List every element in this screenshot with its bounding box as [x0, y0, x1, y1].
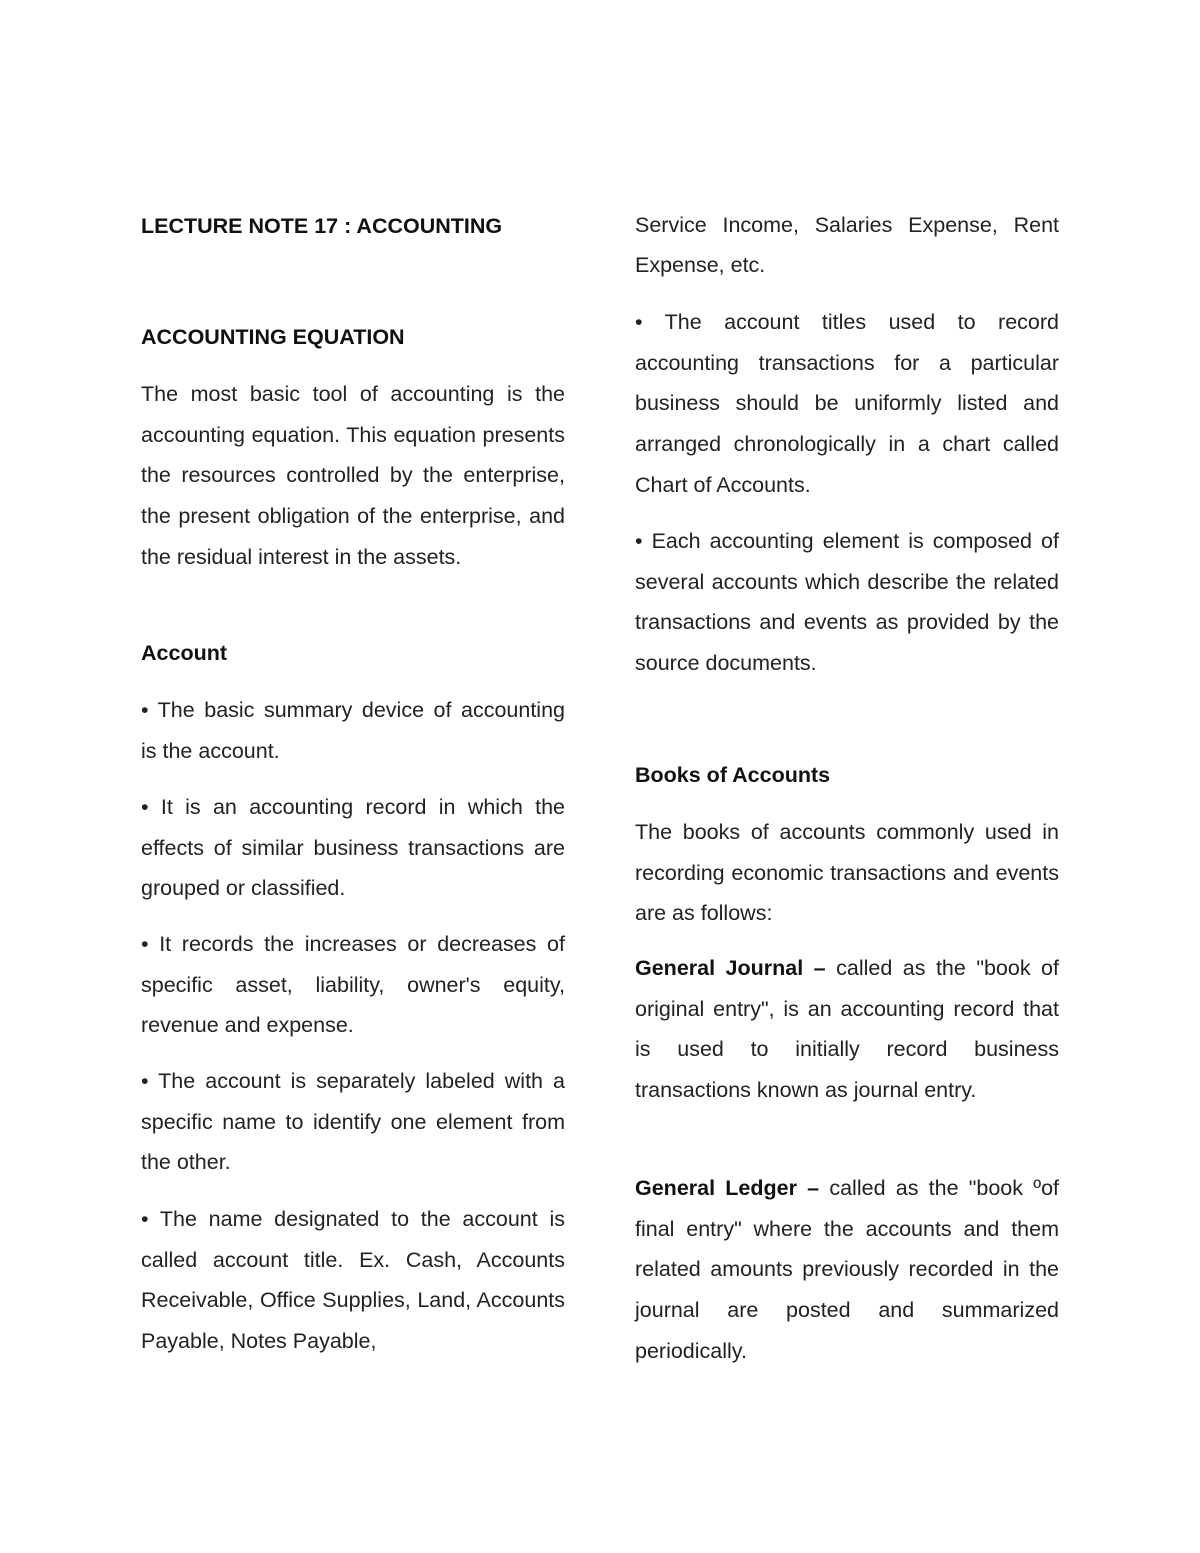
term-general-ledger: General Ledger – — [635, 1176, 820, 1200]
definition-general-ledger — [635, 1168, 1059, 1372]
paragraph-continuation: Service Income, Salaries Expense, Rent Expense, etc. — [635, 213, 1059, 277]
bullet-item: • Each accounting element is composed of several accounts which describe the related transactions and events as provided by the source documents. — [635, 529, 1059, 676]
definition-text: called as the "book of original entry", is an accounting record that is used to initially record business transactions known as journal entry. — [635, 956, 1059, 1103]
bullet-item: • The name designated to the account is called account title. Ex. Cash, Accounts Receivable, Office Supplies, Land, Accounts Payable, Notes Payable, — [141, 1207, 565, 1354]
definition-general-journal — [635, 948, 1059, 1111]
bullet-item: • The account titles used to record accounting transactions for a particular business should be uniformly listed and arranged chronologically in a chart called Chart of Accounts. — [635, 310, 1059, 497]
section-heading-books-of-accounts: Books of Accounts — [635, 763, 831, 787]
bullet-item: • The basic summary device of accounting is the account. — [141, 698, 565, 763]
bullet-item: • It records the increases or decreases of specific asset, liability, owner's equity, revenue and expense. — [141, 932, 565, 1038]
document-title: LECTURE NOTE 17 : ACCOUNTING — [141, 214, 503, 238]
section-heading-account: Account — [141, 641, 227, 665]
paragraph-accounting-equation: The most basic tool of accounting is the accounting equation. This equation presents the resources controlled by the enterprise, the present obligation of the enterprise, and the residual interest in the assets. — [141, 382, 565, 569]
term-general-journal: General Journal – — [635, 956, 826, 980]
section-heading-accounting-equation: ACCOUNTING EQUATION — [141, 325, 405, 349]
paragraph-books-intro: The books of accounts commonly used in recording economic transactions and events are as follows: — [635, 820, 1059, 926]
definition-text: called as the "book ºof final entry" where the accounts and them related amounts previously recorded in the journal are posted and summarized periodically. — [635, 1176, 1059, 1363]
bullet-item: • It is an accounting record in which the effects of similar business transactions are grouped or classified. — [141, 795, 565, 901]
bullet-item: • The account is separately labeled with a specific name to identify one element from the other. — [141, 1069, 565, 1175]
